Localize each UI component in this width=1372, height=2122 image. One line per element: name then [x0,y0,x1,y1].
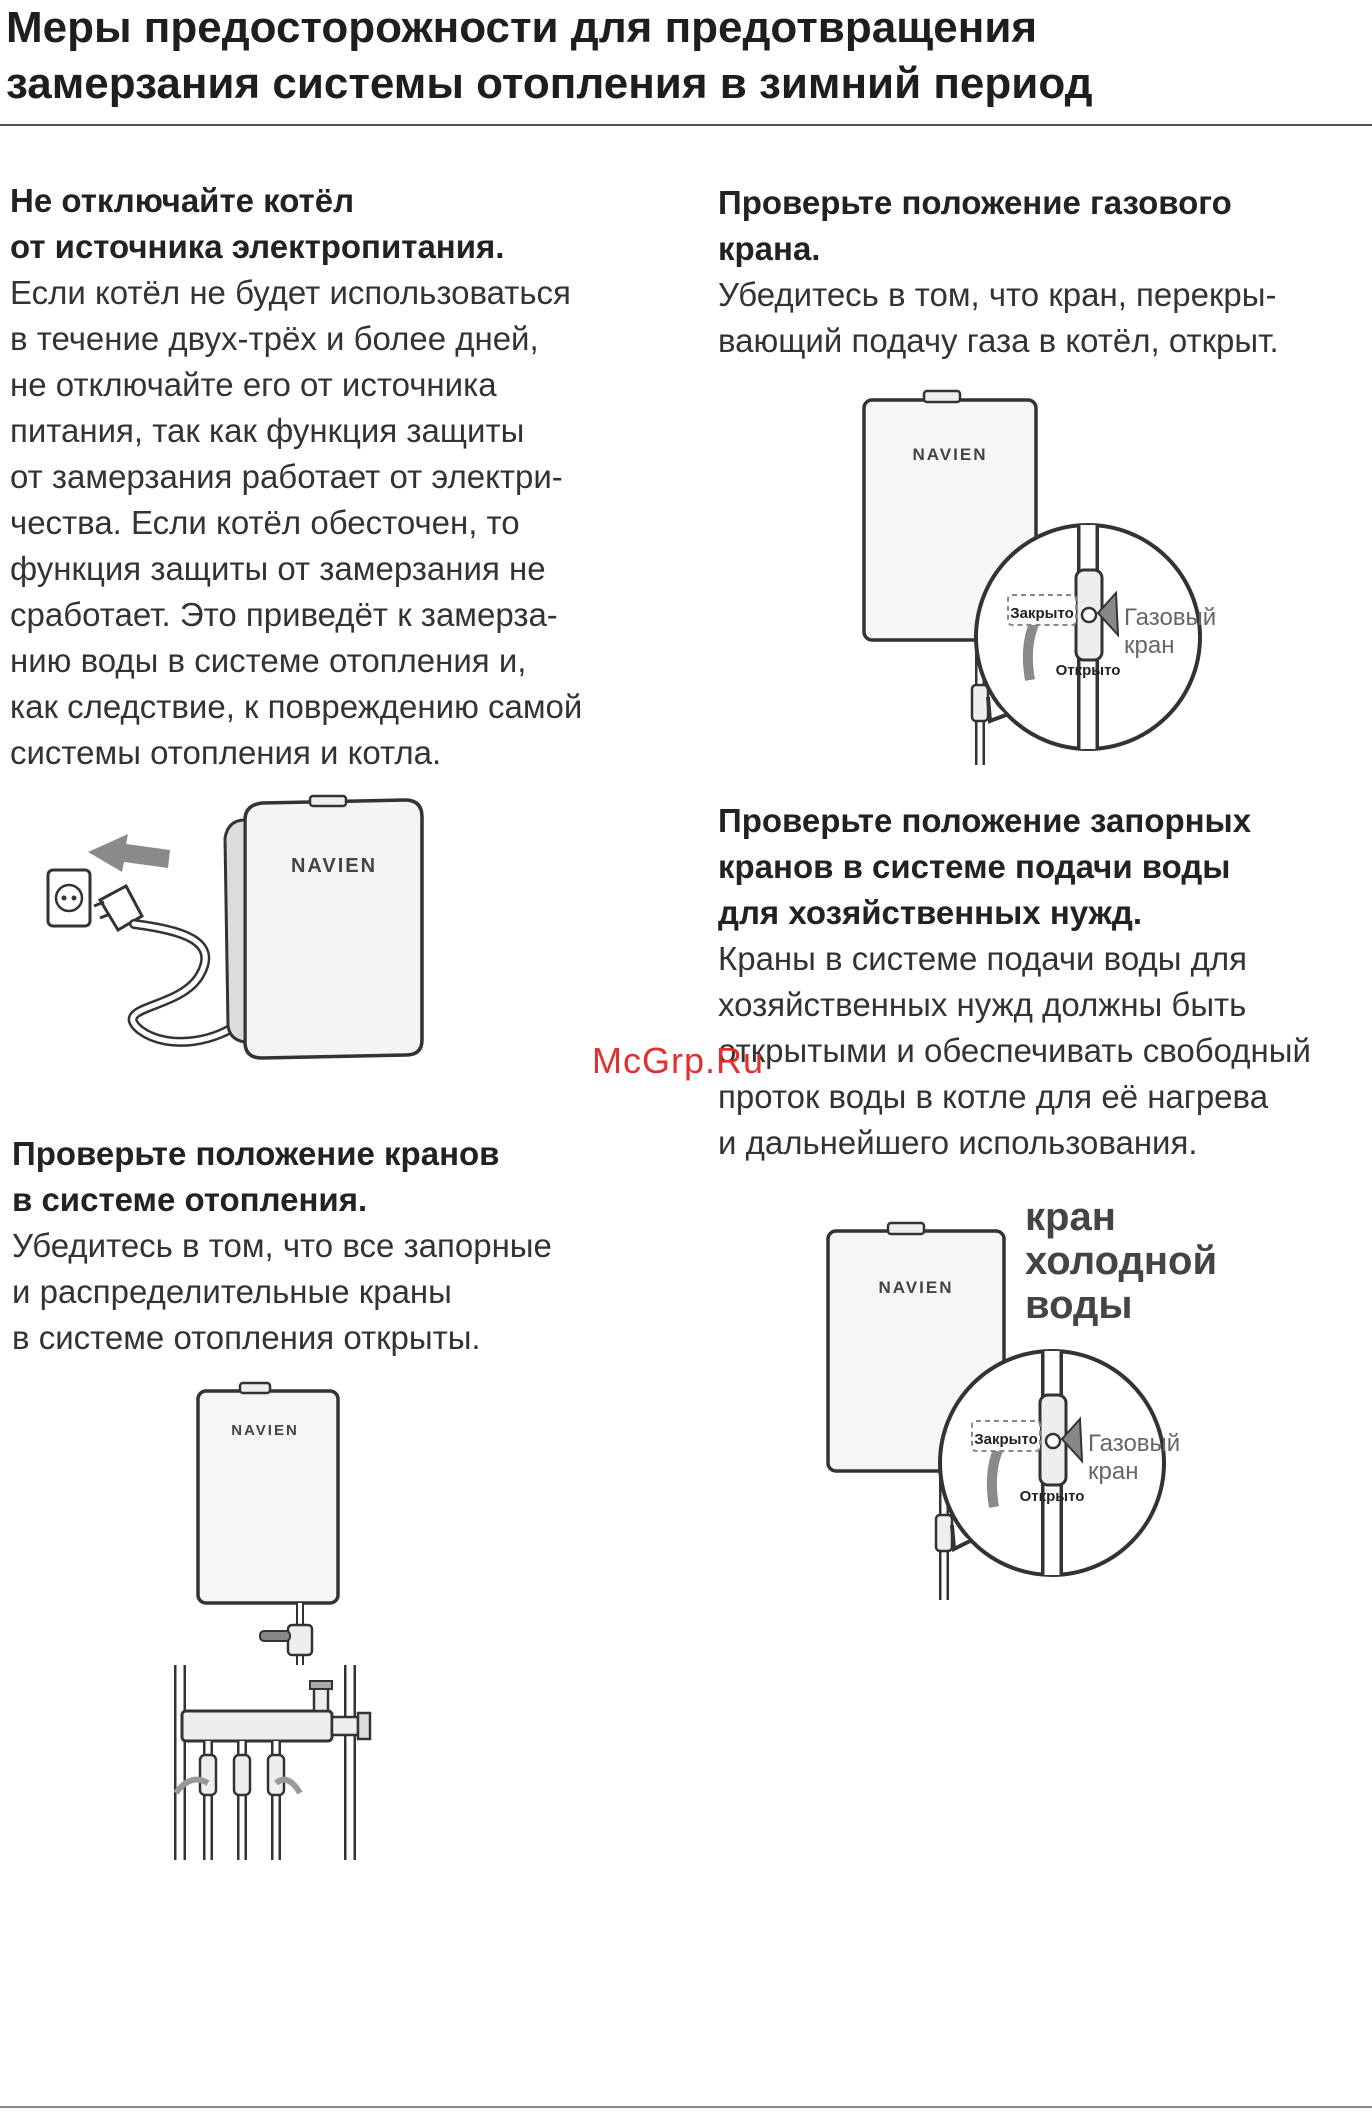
gas-valve-label: Газовый [1088,1430,1181,1457]
power-plug-illustration [30,790,450,1090]
boiler-icon [225,796,422,1058]
boiler-brand-logo: NAVIEN [231,1422,299,1439]
watermark: McGrp.Ru [592,1040,765,1081]
power-cable [133,924,240,1042]
unplug-arrow-icon [88,834,170,872]
wall-socket-icon [48,870,90,926]
manifold-valve-icon [268,1741,300,1860]
section-gas-heading: Проверьте положение газового крана. [718,184,1232,267]
section-heating [12,1131,612,1361]
manifold-valves [176,1741,300,1860]
section-power-heading: Не отключайте котёл от источника электропитания. [10,182,505,265]
page-title: Меры предосторожности для предотвращения замерзания системы отопления в зимний период [6,3,1093,108]
cold-water-valve-label: кран холодной воды [1025,1195,1218,1327]
gas-valve-illustration [840,385,1240,770]
valve-closed-label: Закрыто [974,1431,1038,1448]
boiler-brand-logo: NAVIEN [290,855,378,877]
section-dhw-body: Краны в системе подачи воды для хозяйственных нужд должны быть открытыми и обеспечивать свободный проток воды в котле для её нагрева и дальнейшего использования. [718,940,1311,1161]
section-power [10,178,610,776]
valve-closed-label: Закрыто [1010,605,1074,622]
gas-valve-label-line2: кран [1088,1458,1139,1485]
title-divider [0,124,1372,126]
section-gas [718,180,1348,364]
section-dhw [718,798,1348,1166]
boiler-valve-icon [260,1625,312,1655]
manifold [182,1681,370,1741]
valve-open-label: Открыто [1055,662,1121,679]
cold-water-valve-illustration [800,1185,1260,1605]
gas-valve-label: Газовый [1124,604,1217,631]
valve-open-label: Открыто [1019,1488,1085,1505]
gas-valve-label-line2: кран [1124,632,1175,659]
boiler-brand-logo: NAVIEN [878,1278,954,1297]
boiler-brand-logo: NAVIEN [912,445,988,464]
section-gas-body: Убедитесь в том, что кран, перекры- вающий подачу газа в котёл, открыт. [718,276,1279,359]
manifold-valve-icon [234,1741,250,1860]
section-heating-body: Убедитесь в том, что все запорные и распределительные краны в системе отопления открыты. [12,1227,552,1356]
section-power-body: Если котёл не будет использоваться в течение двух-трёх и более дней, не отключайте его от источника питания, так как функция защиты от замерзания работает от электри- чества. Если котёл обесточен, то функция защиты от замерзания не сработает. Это приведёт к замерза- нию воды в системе отопления и, как следствие, к повреждению самой системы отопления и котла. [10,274,583,771]
section-dhw-heading: Проверьте положение запорных кранов в системе подачи воды для хозяйственных нужд. [718,802,1252,931]
boiler-icon [198,1383,338,1603]
footer-divider [0,2106,1372,2108]
heating-valves-illustration [160,1375,410,1865]
section-heating-heading: Проверьте положение кранов в системе отопления. [12,1135,500,1218]
